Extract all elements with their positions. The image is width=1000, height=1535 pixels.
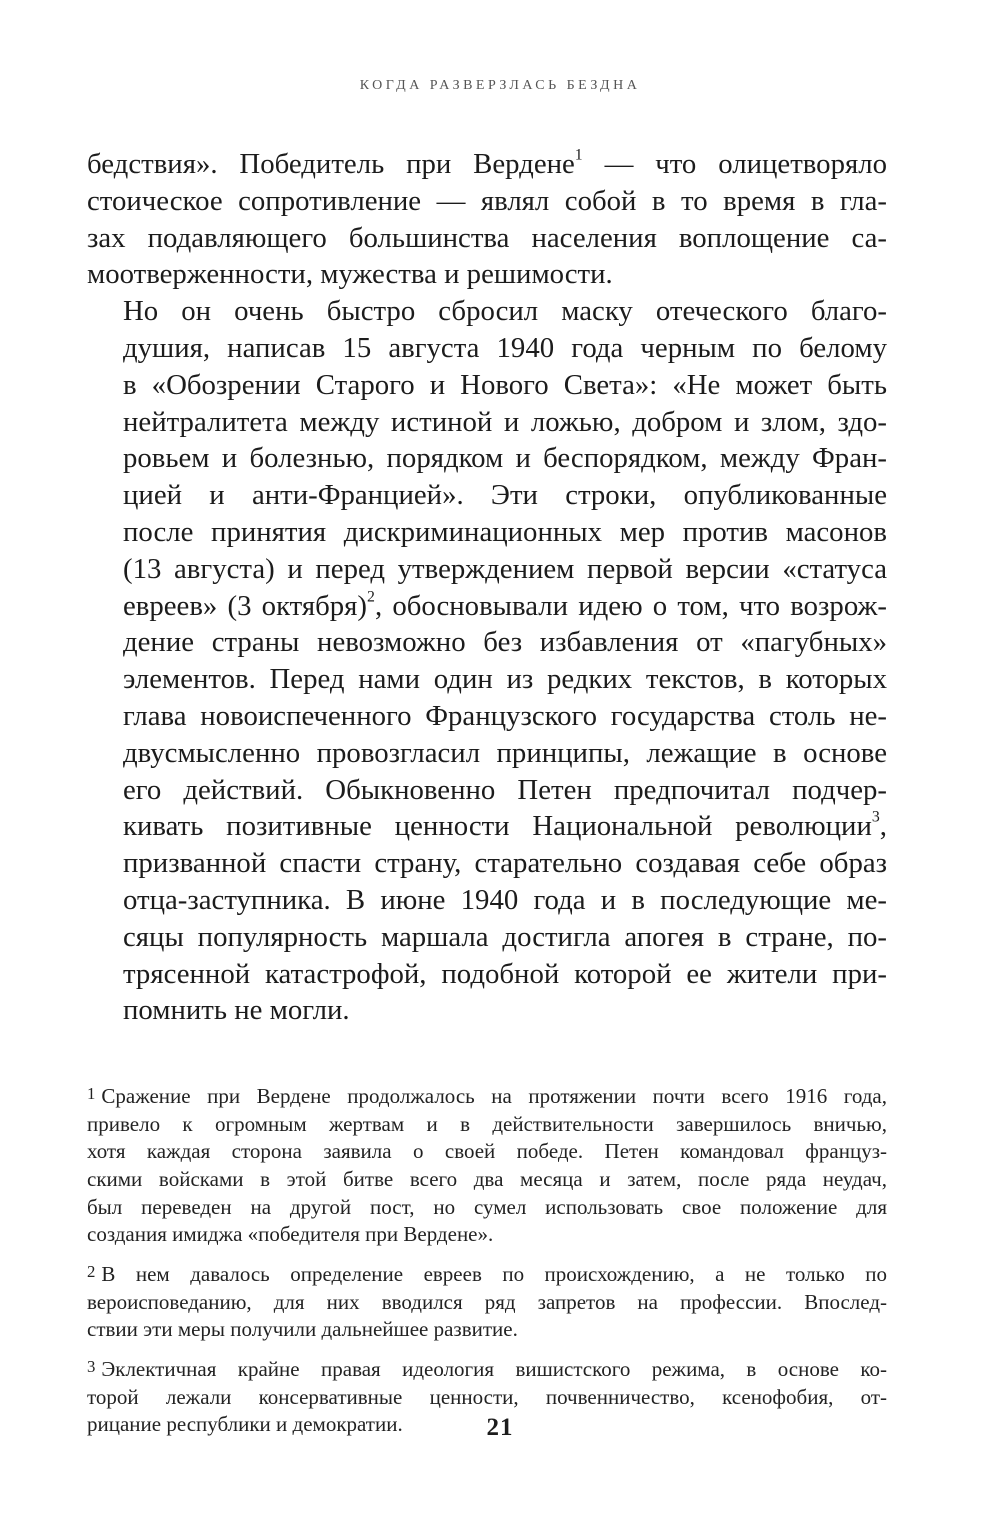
running-head: КОГДА РАЗВЕРЗЛАСЬ БЕЗДНА <box>359 78 641 93</box>
text-line: нейтралитета между истиной и ложью, добром и злом, здо- <box>123 405 887 438</box>
text-line: вероисповеданию, для них вводился ряд запретов на профессии. Впослед- <box>87 1289 887 1314</box>
footnote-number: 3 <box>87 1356 96 1376</box>
paragraph <box>87 293 887 1029</box>
text-line: хотя каждая сторона заявила о своей победе. Петен командовал француз- <box>87 1139 887 1164</box>
text-line: зах подавляющего большинства населения воплощение са- <box>87 221 887 254</box>
text-line: элементов. Перед нами один из редких текстов, в которых <box>123 663 887 696</box>
text-line: (13 августа) и перед утверждением первой версии «статуса <box>123 552 887 585</box>
text-line: ровьем и болезнью, порядком и беспорядком, между Фран- <box>123 442 887 475</box>
footnote <box>87 1080 887 1249</box>
text-line: торой лежали консервативные ценности, почвенничество, ксенофобия, от- <box>87 1384 887 1409</box>
text-line: помнить не могли. <box>123 994 350 1027</box>
text-line: призванной спасти страну, старательно создавая себе образ <box>123 847 887 880</box>
footnote-ref: 2 <box>367 588 375 606</box>
text-line: стоическое сопротивление — являл собой в то время в гла- <box>87 184 887 217</box>
text-line: $^1$ Сражение при Вердене продолжалось на протяжении почти всего 1916 года, <box>87 1084 887 1109</box>
text-line: Но он очень быстро сбросил маску отеческого благо- <box>123 295 887 328</box>
text-line: кивать позитивные ценности Национальной революции$^3$, <box>123 808 887 843</box>
body-text <box>87 146 887 1029</box>
text-line: бедствия». Победитель при Вердене$^1$ — что олицетворяло <box>87 146 887 180</box>
text-line: скими войсками в этой битве всего два месяца и затем, после ряда неудач, <box>87 1166 887 1191</box>
text-line: отца-заступника. В июне 1940 года и в последующие ме- <box>123 883 887 916</box>
text-line: привело к огромным жертвам и в действительности завершилось вничью, <box>87 1111 887 1136</box>
text-line: $^3$ Эклектичная крайне правая идеология вишистского режима, в основе ко- <box>87 1356 887 1381</box>
text-line: трясенной катастрофой, подобной которой ее жители при- <box>123 957 887 990</box>
footnote-number: 1 <box>87 1084 96 1103</box>
text-line: сяцы популярность маршала достигла апогея в стране, по- <box>123 920 887 953</box>
footnote <box>87 1258 887 1344</box>
footnotes <box>87 1080 887 1448</box>
text-line: создания имиджа «победителя при Вердене». <box>87 1222 494 1247</box>
footnote-ref: 3 <box>871 808 880 826</box>
text-line: цией и анти-Францией». Эти строки, опубликованные <box>123 479 887 512</box>
text-line: $^2$ В нем давалось определение евреев по происхождению, а не только по <box>87 1261 887 1286</box>
text-line: ствии эти меры получили дальнейшее развитие. <box>87 1317 518 1342</box>
text-line: был переведен на другой пост, но сумел использовать свое положение для <box>87 1194 887 1219</box>
text-line: душия, написав 15 августа 1940 года черным по белому <box>123 331 887 364</box>
paragraph <box>87 146 887 293</box>
text-line: после принятия дискриминационных мер против масонов <box>123 515 887 548</box>
text-line: его действий. Обыкновенно Петен предпочитал подчер- <box>123 773 887 806</box>
text-line: в «Обозрении Старого и Нового Света»: «Не может быть <box>123 368 887 401</box>
text-line: моотверженности, мужества и решимости. <box>87 258 613 291</box>
footnote-number: 2 <box>87 1261 96 1281</box>
text-line: рицание республики и демократии. <box>87 1412 403 1437</box>
text-line: глава новоиспеченного Французского государства столь не- <box>123 699 887 732</box>
text-line: евреев» (3 октября)$^2$, обосновывали идею о том, что возрож- <box>123 588 887 622</box>
text-line: двусмысленно провозгласил принципы, лежащие в основе <box>123 736 887 769</box>
footnote-ref: 1 <box>574 146 583 164</box>
text-line: дение страны невозможно без избавления от «пагубных» <box>123 626 887 659</box>
page-number: 21 <box>486 1414 514 1441</box>
